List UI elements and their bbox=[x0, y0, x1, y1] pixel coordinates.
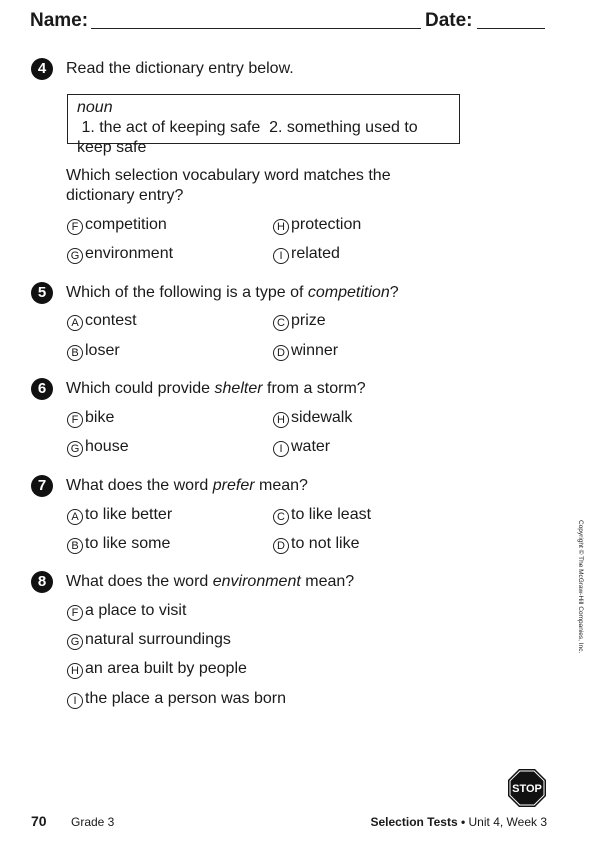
answer-bubble[interactable]: H bbox=[67, 663, 83, 679]
answer-text: natural surroundings bbox=[85, 631, 231, 648]
test-title: Selection Tests bbox=[370, 815, 458, 829]
q8-text: What does the word bbox=[66, 573, 213, 590]
answer-bubble[interactable]: G bbox=[67, 441, 83, 457]
answer-choice[interactable] bbox=[67, 689, 286, 709]
answer-text: the place a person was born bbox=[85, 690, 287, 707]
date-line[interactable] bbox=[477, 28, 545, 29]
stop-sign-icon bbox=[507, 768, 547, 808]
answer-choice[interactable] bbox=[67, 659, 247, 679]
q6-emphasis: shelter bbox=[214, 380, 263, 397]
answer-choice[interactable] bbox=[67, 408, 114, 428]
answer-text: sidewalk bbox=[291, 409, 353, 426]
answer-text: house bbox=[85, 438, 129, 455]
answer-text: environment bbox=[85, 245, 174, 262]
answer-choice[interactable] bbox=[273, 505, 371, 525]
q7-question bbox=[66, 476, 308, 496]
q5-emphasis: competition bbox=[307, 284, 390, 301]
grade-label: Grade 3 bbox=[71, 815, 115, 829]
answer-bubble[interactable]: D bbox=[273, 345, 289, 361]
answer-text: bike bbox=[85, 409, 115, 426]
dictionary-entry-box bbox=[67, 94, 460, 156]
q5-text-end: ? bbox=[389, 284, 399, 301]
answer-choice[interactable] bbox=[67, 505, 172, 525]
q7-text-end: mean? bbox=[254, 477, 308, 494]
answer-bubble[interactable]: C bbox=[273, 509, 289, 525]
q4-question bbox=[66, 166, 391, 206]
answer-text: competition bbox=[85, 216, 167, 233]
q5-question bbox=[66, 283, 399, 303]
answer-text: loser bbox=[85, 342, 120, 359]
entry-part-of-speech: noun bbox=[77, 99, 113, 116]
copyright-notice bbox=[576, 520, 584, 654]
answer-text: to like least bbox=[291, 506, 372, 523]
answer-text: to like some bbox=[85, 535, 171, 552]
answer-choice[interactable] bbox=[67, 630, 231, 650]
q6-text: Which could provide bbox=[66, 380, 215, 397]
answer-text: an area built by people bbox=[85, 660, 247, 677]
unit-label: Unit 4, Week 3 bbox=[468, 815, 547, 829]
answer-bubble[interactable]: I bbox=[67, 693, 83, 709]
answer-choice[interactable] bbox=[67, 244, 173, 264]
name-label: Name: bbox=[30, 10, 89, 31]
answer-choice[interactable] bbox=[273, 341, 338, 361]
question-number-6: 6 bbox=[31, 378, 53, 400]
answer-bubble[interactable]: F bbox=[67, 412, 83, 428]
q4-question-line-1: Which selection vocabulary word matches the bbox=[66, 167, 391, 184]
answer-choice[interactable] bbox=[273, 534, 359, 554]
answer-text: contest bbox=[85, 312, 137, 329]
copyright-text: Copyright © The McGraw-Hill Companies, Inc. bbox=[577, 520, 584, 654]
q8-question bbox=[66, 572, 354, 592]
q7-emphasis: prefer bbox=[212, 477, 255, 494]
page-number: 70 bbox=[31, 813, 47, 829]
answer-bubble[interactable]: A bbox=[67, 509, 83, 525]
q7-text: What does the word bbox=[66, 477, 213, 494]
answer-choice[interactable] bbox=[67, 341, 120, 361]
date-label: Date: bbox=[425, 10, 473, 31]
answer-text: prize bbox=[291, 312, 326, 329]
bullet-separator: • bbox=[457, 815, 469, 829]
question-number-4: 4 bbox=[31, 58, 53, 80]
answer-bubble[interactable]: C bbox=[273, 315, 289, 331]
q4-intro: Read the dictionary entry below. bbox=[66, 60, 294, 77]
answer-choice[interactable] bbox=[67, 311, 137, 331]
answer-text: to like better bbox=[85, 506, 173, 523]
answer-bubble[interactable]: B bbox=[67, 538, 83, 554]
answer-bubble[interactable]: A bbox=[67, 315, 83, 331]
q8-emphasis: environment bbox=[212, 573, 301, 590]
answer-choice[interactable] bbox=[273, 437, 330, 457]
q6-question bbox=[66, 379, 366, 399]
answer-bubble[interactable]: I bbox=[273, 248, 289, 264]
answer-text: to not like bbox=[291, 535, 360, 552]
question-number-7: 7 bbox=[31, 475, 53, 497]
q4-question-line-2: dictionary entry? bbox=[66, 187, 184, 204]
answer-choice[interactable] bbox=[67, 601, 186, 621]
answer-text: a place to visit bbox=[85, 602, 187, 619]
answer-bubble[interactable]: F bbox=[67, 605, 83, 621]
answer-choice[interactable] bbox=[273, 244, 340, 264]
entry-definition-1: 1. the act of keeping safe 2. something used to bbox=[77, 119, 418, 136]
stop-label: STOP bbox=[512, 783, 542, 795]
question-number-5: 5 bbox=[31, 282, 53, 304]
answer-choice[interactable] bbox=[273, 408, 352, 428]
answer-text: winner bbox=[291, 342, 339, 359]
entry-definition-2: keep safe bbox=[77, 139, 147, 156]
question-number-8: 8 bbox=[31, 571, 53, 593]
name-line[interactable] bbox=[91, 28, 421, 29]
q8-text-end: mean? bbox=[300, 573, 355, 590]
answer-bubble[interactable]: I bbox=[273, 441, 289, 457]
answer-bubble[interactable]: H bbox=[273, 219, 289, 235]
answer-bubble[interactable]: F bbox=[67, 219, 83, 235]
answer-text: protection bbox=[291, 216, 362, 233]
answer-bubble[interactable]: D bbox=[273, 538, 289, 554]
answer-choice[interactable] bbox=[67, 534, 170, 554]
answer-text: related bbox=[291, 245, 340, 262]
test-label bbox=[371, 815, 548, 829]
answer-bubble[interactable]: G bbox=[67, 634, 83, 650]
answer-choice[interactable] bbox=[67, 437, 129, 457]
answer-bubble[interactable]: G bbox=[67, 248, 83, 264]
answer-choice[interactable] bbox=[67, 215, 167, 235]
answer-bubble[interactable]: B bbox=[67, 345, 83, 361]
q6-text-end: from a storm? bbox=[262, 380, 366, 397]
answer-text: water bbox=[291, 438, 331, 455]
answer-bubble[interactable]: H bbox=[273, 412, 289, 428]
answer-choice[interactable] bbox=[273, 311, 326, 331]
q5-text: Which of the following is a type of bbox=[66, 284, 308, 301]
answer-choice[interactable] bbox=[273, 215, 361, 235]
